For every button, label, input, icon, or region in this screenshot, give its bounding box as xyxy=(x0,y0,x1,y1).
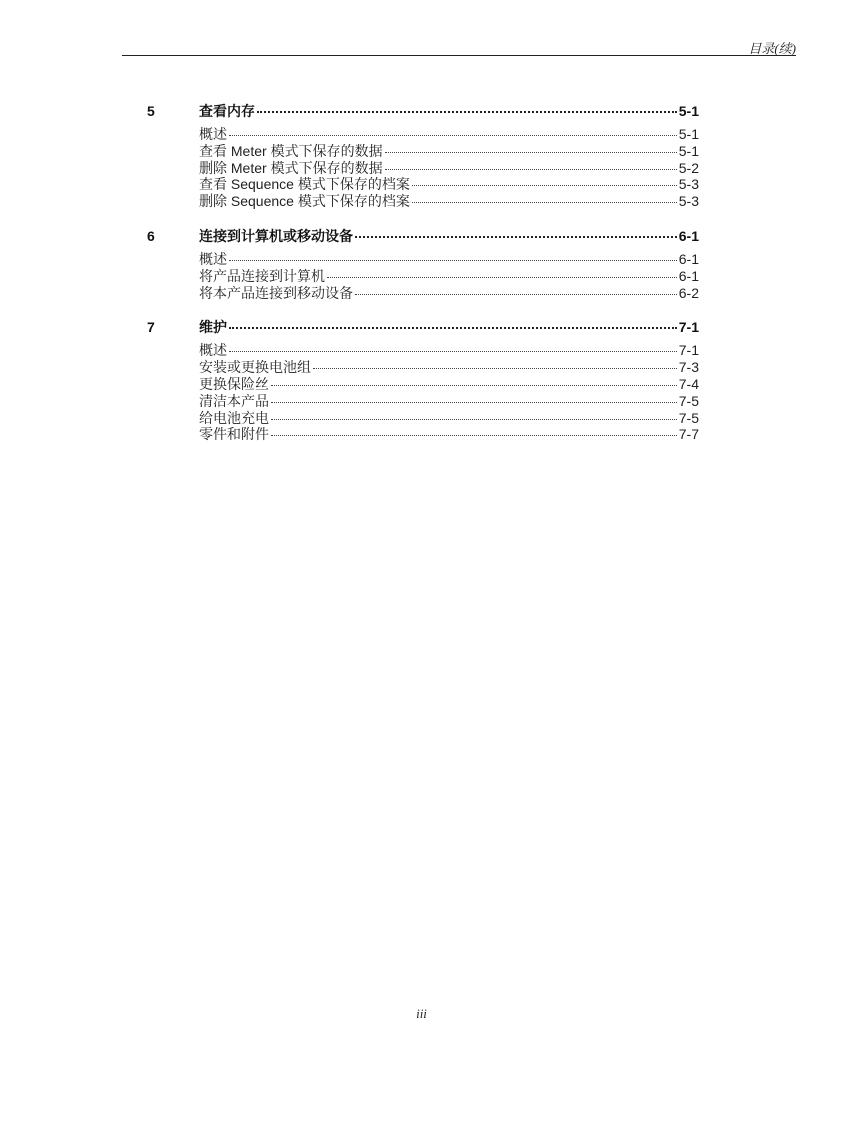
dot-leader xyxy=(271,402,677,403)
dot-leader xyxy=(355,294,677,295)
chapter-number: 6 xyxy=(147,227,155,244)
section-page-ref: 5-3 xyxy=(678,193,699,210)
section-title: 将产品连接到计算机 xyxy=(199,267,325,284)
dot-leader xyxy=(271,385,677,386)
section-title: 零件和附件 xyxy=(199,426,269,443)
section-page-ref: 5-1 xyxy=(678,142,699,159)
toc-section-entry[interactable] xyxy=(147,126,699,143)
toc-section-entry[interactable] xyxy=(147,143,699,160)
chapter-heading[interactable] xyxy=(147,227,699,245)
dot-leader xyxy=(229,260,677,261)
dot-leader xyxy=(257,111,677,113)
section-title: 安装或更换电池组 xyxy=(199,359,311,376)
section-page-ref: 7-1 xyxy=(678,342,699,359)
dot-leader xyxy=(229,135,677,136)
chapter-page-ref: 7-1 xyxy=(678,319,699,336)
toc-section-entry[interactable] xyxy=(147,342,699,359)
toc-section-entry[interactable] xyxy=(147,376,699,393)
dot-leader xyxy=(271,435,677,436)
section-title: 查看 Meter 模式下保存的数据 xyxy=(199,142,383,159)
toc-chapter-6 xyxy=(147,227,699,301)
toc-section-entry[interactable] xyxy=(147,393,699,410)
chapter-page-ref: 6-1 xyxy=(678,227,699,244)
section-title: 删除 Sequence 模式下保存的档案 xyxy=(199,193,410,210)
toc-section-entry[interactable] xyxy=(147,193,699,210)
section-title: 删除 Meter 模式下保存的数据 xyxy=(199,159,383,176)
section-page-ref: 5-2 xyxy=(678,159,699,176)
section-title: 概述 xyxy=(199,126,227,142)
toc-section-entry[interactable] xyxy=(147,426,699,443)
running-header-title: 目录(续) xyxy=(748,41,796,56)
dot-leader xyxy=(385,152,677,153)
dot-leader xyxy=(355,236,677,238)
chapter-number: 7 xyxy=(147,319,155,336)
chapter-number: 5 xyxy=(147,103,155,119)
toc-section-entry[interactable] xyxy=(147,160,699,177)
section-page-ref: 5-1 xyxy=(678,126,699,142)
section-page-ref: 7-7 xyxy=(678,426,699,443)
section-title: 将本产品连接到移动设备 xyxy=(199,284,353,301)
dot-leader xyxy=(271,419,677,420)
dot-leader xyxy=(327,277,677,278)
toc-section-entry[interactable] xyxy=(147,285,699,302)
dot-leader xyxy=(385,169,677,170)
section-page-ref: 6-1 xyxy=(678,250,699,267)
chapter-page-ref: 5-1 xyxy=(678,103,699,119)
section-title: 概述 xyxy=(199,250,227,267)
section-title: 更换保险丝 xyxy=(199,375,269,392)
toc-chapter-5 xyxy=(147,102,699,210)
dot-leader xyxy=(229,351,677,352)
section-page-ref: 7-3 xyxy=(678,359,699,376)
section-page-ref: 6-2 xyxy=(678,284,699,301)
chapter-heading[interactable] xyxy=(147,318,699,336)
table-of-contents xyxy=(147,102,699,460)
toc-chapter-7 xyxy=(147,318,699,443)
section-page-ref: 6-1 xyxy=(678,267,699,284)
chapter-title: 维护 xyxy=(199,319,227,336)
section-title: 概述 xyxy=(199,342,227,359)
dot-leader xyxy=(229,327,677,329)
section-title: 清洁本产品 xyxy=(199,392,269,409)
page-number: iii xyxy=(416,1006,427,1021)
section-page-ref: 5-3 xyxy=(678,176,699,193)
chapter-heading[interactable] xyxy=(147,102,699,120)
section-title: 给电池充电 xyxy=(199,409,269,426)
dot-leader xyxy=(412,185,677,186)
toc-section-entry[interactable] xyxy=(147,359,699,376)
header-rule xyxy=(122,55,796,56)
toc-section-entry[interactable] xyxy=(147,410,699,427)
toc-section-entry[interactable] xyxy=(147,268,699,285)
chapter-title: 查看内存 xyxy=(199,103,255,119)
toc-section-entry[interactable] xyxy=(147,176,699,193)
dot-leader xyxy=(412,202,677,203)
dot-leader xyxy=(313,368,677,369)
chapter-title: 连接到计算机或移动设备 xyxy=(199,227,353,244)
section-page-ref: 7-5 xyxy=(678,392,699,409)
section-page-ref: 7-5 xyxy=(678,409,699,426)
toc-section-entry[interactable] xyxy=(147,251,699,268)
section-page-ref: 7-4 xyxy=(678,375,699,392)
section-title: 查看 Sequence 模式下保存的档案 xyxy=(199,176,410,193)
